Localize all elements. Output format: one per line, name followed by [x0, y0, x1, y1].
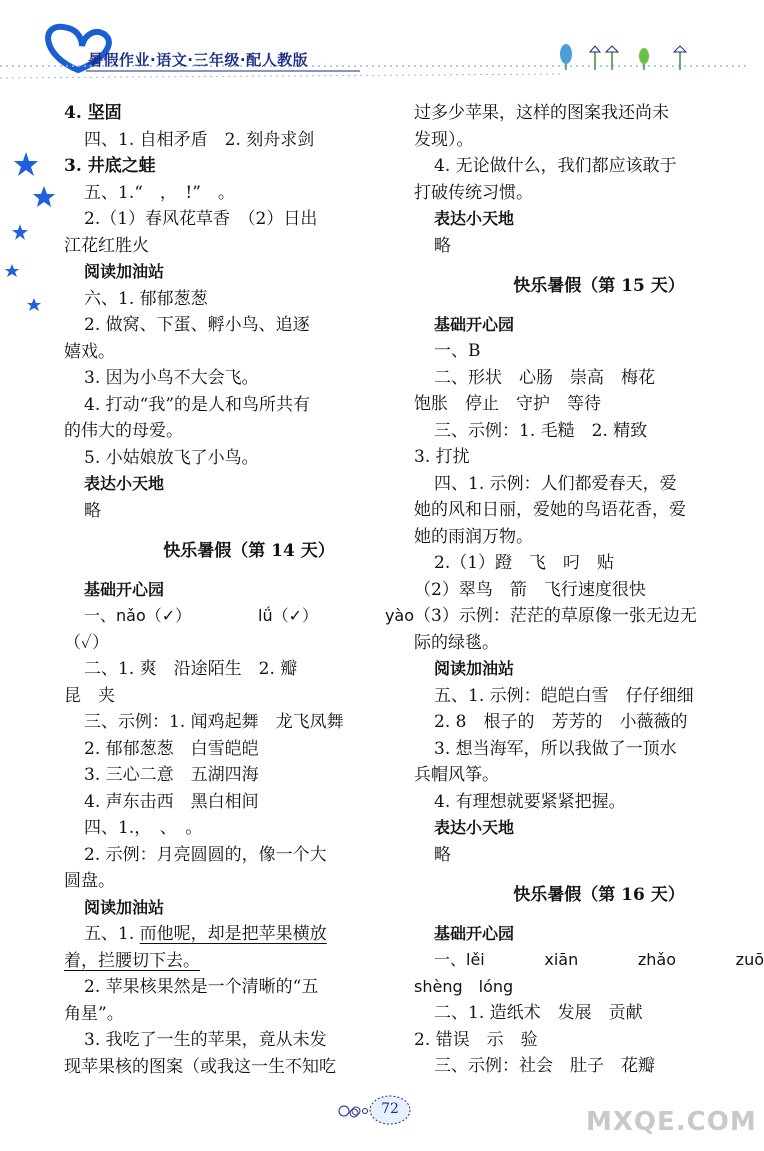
day-title: 快乐暑假（第 15 天） [513, 276, 685, 296]
answer-line: 三、示例：社会 肚子 花瓣 [434, 1056, 655, 1076]
pinyin-item: 一、nǎo（✓） [84, 606, 192, 625]
answer-line: 圆盘。 [64, 871, 115, 891]
answer-line: 4. 打动“我”的是人和鸟所共有 [84, 394, 311, 415]
answer-line: 4. 声东击西 黑白相间 [84, 791, 259, 812]
pinyin-line [64, 603, 414, 630]
section-heading: 表达小天地 [84, 474, 165, 493]
answer-line: 四、1. 自相矛盾 2. 刻舟求剑 [84, 129, 315, 150]
pinyin-item: zuō [735, 950, 764, 969]
pinyin-item: yào [384, 606, 414, 625]
answer-line: 她的风和日丽，爱她的鸟语花香，爱 [414, 500, 686, 520]
answer-line: 一、B [434, 341, 481, 361]
answer-line: 五、1. 示例：皑皑白雪 仔仔细细 [434, 685, 694, 706]
answer-line: 略 [84, 500, 101, 521]
section-heading: 基础开心园 [84, 579, 165, 599]
answer-line: 她的雨润万物。 [414, 526, 533, 547]
answer-line: 3. 我吃了一生的苹果，竟从未发 [84, 1030, 327, 1050]
page-bubbles-icon [338, 1104, 368, 1118]
underlined-answer: 而他呢，却是把苹果横放 [139, 924, 327, 944]
answer-line: 3. 打扰 [414, 447, 470, 467]
answer-line: 四、1.， 、 。 [84, 818, 203, 838]
answer-line: 4. 坚固 [64, 103, 122, 123]
answer-line: 三、示例：1. 闻鸡起舞 龙飞凤舞 [84, 712, 344, 732]
answer-line: （2）翠鸟 箭 飞行速度很快 [414, 579, 646, 600]
answer-line: 五、1.“ ， !” 。 [84, 182, 235, 203]
answer-line: 2. 郁郁葱葱 白雪皑皑 [84, 738, 259, 759]
answer-line: 的伟大的母爱。 [64, 421, 183, 441]
answer-line: 4. 无论做什么，我们都应该敢于 [434, 156, 677, 176]
answer-line: （✓） [64, 632, 109, 653]
pinyin-item: zhǎo [637, 950, 677, 969]
answer-line: 2. 8 根子的 芳芳的 小薇薇的 [434, 712, 688, 732]
answer-line [64, 921, 414, 948]
answer-line: 2. 错误 示 验 [414, 1029, 538, 1050]
underlined-answer: 着，拦腰切下去。 [64, 950, 200, 971]
section-heading: 基础开心园 [434, 923, 515, 943]
answer-line: 打破传统习惯。 [414, 182, 533, 203]
page-number-badge [368, 1093, 412, 1127]
section-heading: 阅读加油站 [84, 262, 165, 281]
answer-line: 2. 示例：月亮圆圆的，像一个大 [84, 844, 327, 865]
section-heading: 阅读加油站 [434, 659, 515, 678]
answer-line: 5. 小姑娘放飞了小鸟。 [84, 447, 259, 468]
pinyin-line [414, 947, 764, 974]
answer-line: 略 [434, 844, 451, 865]
answer-line: 角星”。 [64, 1003, 124, 1024]
answer-line: 嬉戏。 [64, 341, 115, 362]
answer-line: 2. 做窝、下蛋、孵小鸟、追逐 [84, 315, 310, 335]
pinyin-item: 一、lěi [434, 950, 485, 969]
answer-line: 3. 井底之蛙 [64, 156, 156, 176]
answer-line: （3）示例：茫茫的草原像一张无边无 [414, 606, 697, 626]
answer-line: 现苹果核的图案（或我这一生不知吃 [64, 1056, 336, 1077]
answer-line: 四、1. 示例：人们都爱春天，爱 [434, 473, 677, 494]
stars-decoration-icon [0, 140, 60, 320]
header-title: 暑假作业·语文·三年级·配人教版 [88, 51, 309, 69]
section-heading: 表达小天地 [434, 209, 515, 228]
section-heading: 表达小天地 [434, 818, 515, 837]
answer-line: 3. 三心二意 五湖四海 [84, 765, 259, 785]
answer-line: 江花红胜火 [64, 235, 149, 256]
right-column [414, 100, 764, 1080]
answer-prefix: 五、1. [84, 924, 140, 944]
answer-line: 2.（1）蹬 飞 叼 贴 [434, 553, 615, 573]
pinyin-item: lǘ（✓） [258, 606, 319, 625]
pinyin-item: xiān [544, 950, 579, 969]
section-heading: 基础开心园 [434, 314, 515, 334]
answer-line: 略 [434, 235, 451, 256]
answer-line: 3. 想当海军，所以我做了一顶水 [434, 738, 677, 759]
answer-line: 际的绿毯。 [414, 632, 499, 653]
answer-line: 二、形状 心肠 崇高 梅花 [434, 367, 655, 388]
day-title: 快乐暑假（第 16 天） [513, 885, 685, 905]
page-number: 72 [381, 1101, 399, 1117]
answer-line: 2. 苹果核果然是一个清晰的“五 [84, 977, 319, 997]
left-column [64, 100, 414, 1080]
page-header [0, 0, 750, 100]
pinyin-line: shèng lóng [414, 976, 514, 996]
answer-line: 4. 有理想就要紧紧把握。 [434, 791, 626, 812]
answer-line: 二、1. 造纸术 发展 贡献 [434, 1003, 643, 1023]
answer-line [64, 948, 414, 975]
answer-line: 六、1. 郁郁葱葱 [84, 288, 208, 309]
answer-line: 3. 因为小鸟不大会飞。 [84, 368, 259, 388]
answer-line: 兵帽风筝。 [414, 765, 499, 785]
answer-line: 2.（1）春风花草香 （2）日出 [84, 209, 318, 229]
answer-line: 三、示例：1. 毛糙 2. 精致 [434, 420, 648, 441]
answer-line: 发现）。 [414, 129, 474, 150]
answer-line: 昆 夹 [64, 685, 115, 706]
day-title: 快乐暑假（第 14 天） [163, 541, 335, 561]
answer-line: 二、1. 爽 沿途陌生 2. 瓣 [84, 659, 298, 679]
section-heading: 阅读加油站 [84, 897, 165, 917]
watermark-text: MXQE.COM [586, 1107, 757, 1137]
answer-line: 过多少苹果，这样的图案我还尚未 [414, 103, 669, 123]
answer-line: 饱胀 停止 守护 等待 [414, 394, 601, 414]
